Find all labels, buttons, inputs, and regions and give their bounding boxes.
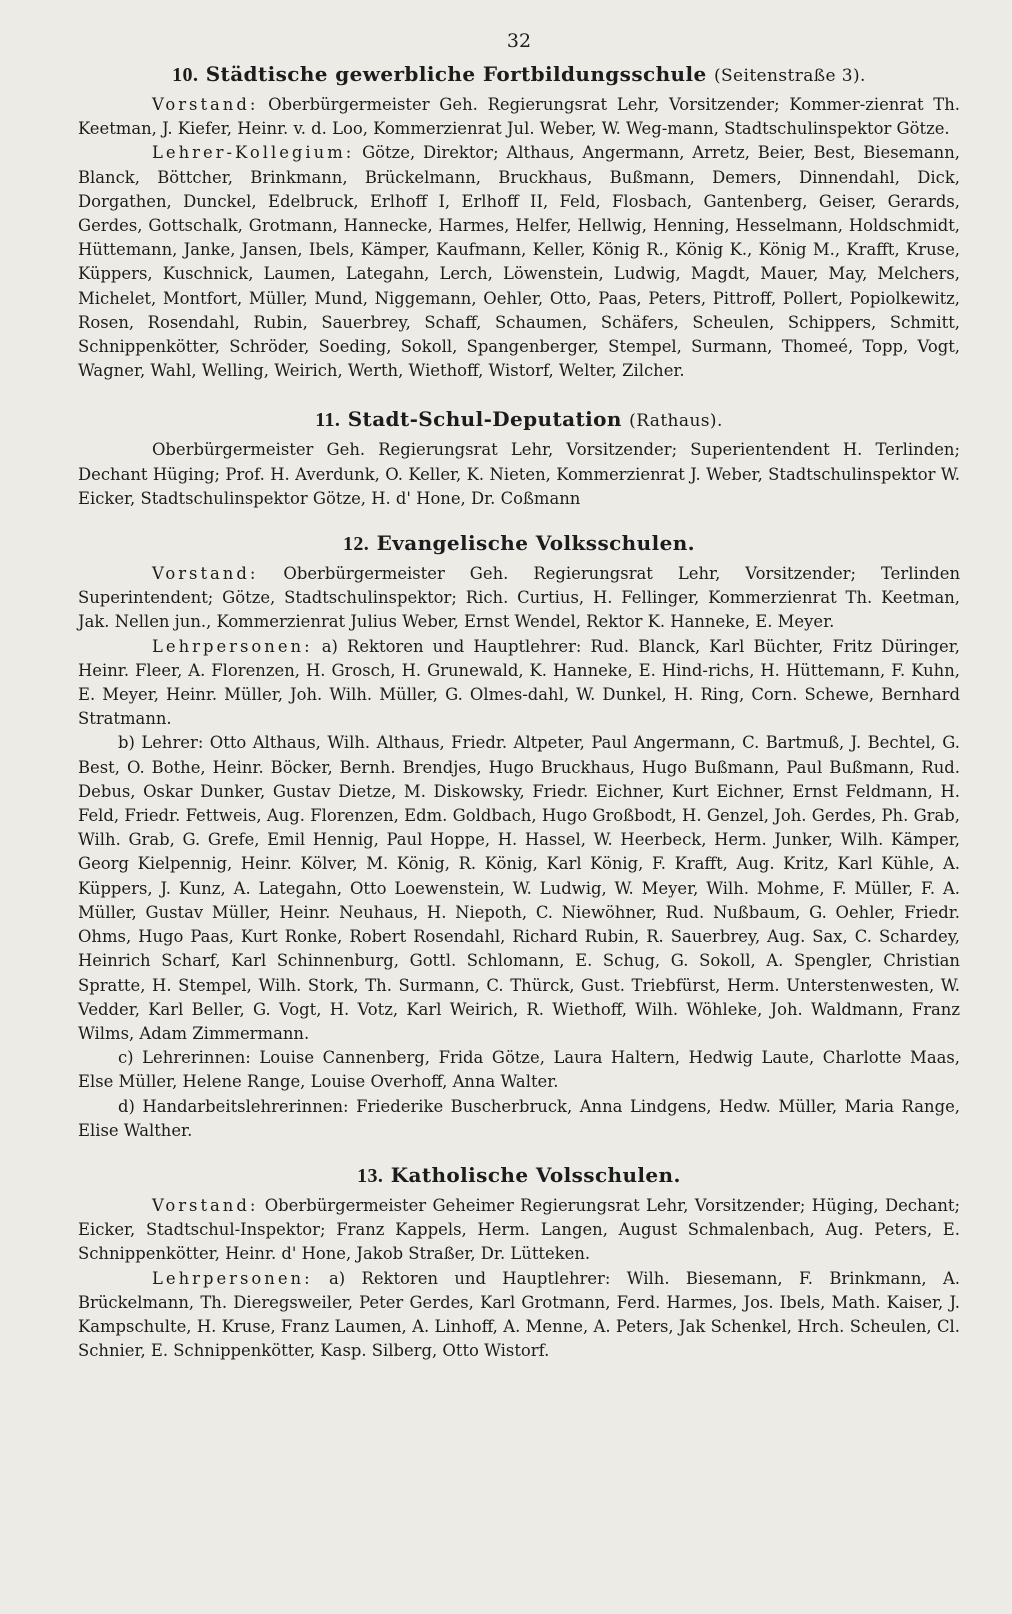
section-11-number: 11. [315, 409, 341, 432]
section-11-location: (Rathaus). [629, 411, 723, 432]
section-10-vorstand [78, 93, 960, 141]
section-13-heading: Katholische Volsschulen. [390, 1162, 681, 1187]
rektoren-text: a) Rektoren und Hauptlehrer: Wilh. Biesemann, F. Brinkmann, A. Brückelmann, Th. Dieregsweiler, Peter Gerdes, Karl Grotmann, Ferd. Harmes, Jos. Ibels, Math. Kaiser, J. Kampschulte, H. Kruse, Franz Laumen, A. Linhoff, A. Menne, A. Peters, Jak Schenkel, Hrch. Scheulen, Cl. Schnier, E. Schnippenkötter, Kasp. Silberg, Otto Wistorf. [78, 1268, 960, 1361]
kollegium-text: Götze, Direktor; Althaus, Angermann, Arretz, Beier, Best, Biesemann, Blanck, Böttcher, Brinkmann, Brückelmann, Bruckhaus, Bußmann, Demers, Dinnendahl, Dick, Dorgathen, Dunckel, Edelbruck, Erlhoff I, Erlhoff II, Feld, Flosbach, Gantenberg, Geiser, Gerards, Gerdes, Gottschalk, Grotmann, Hannecke, Harmes, Helfer, Hellwig, Henning, Hesselmann, Holdschmidt, Hüttemann, Janke, Jansen, Ibels, Kämper, Kaufmann, Keller, König R., König K., König M., Krafft, Kruse, Küppers, Kuschnick, Laumen, Lategahn, Lerch, Löwenstein, Ludwig, Magdt, Mauer, May, Melchers, Michelet, Montfort, Müller, Mund, Niggemann, Oehler, Otto, Paas, Peters, Pittroff, Pollert, Popiolkewitz, Rosen, Rosendahl, Rubin, Sauerbrey, Schaff, Schaumen, Schäfers, Scheulen, Schippers, Schmitt, Schnippenkötter, Schröder, Soeding, Sokoll, Spangenberger, Stempel, Surmann, Thomeé, Topp, Vogt, Wagner, Wahl, Welling, Weirich, Werth, Wiethoff, Wistorf, Welter, Zilcher. [78, 143, 960, 381]
section-11 [78, 407, 960, 511]
section-12-lehrer-b: b) Lehrer: Otto Althaus, Wilh. Althaus, Friedr. Altpeter, Paul Angermann, C. Bartmuß, J. Bechtel, G. Best, O. Bothe, Heinr. Böcker, Bernh. Brendjes, Hugo Bruckhaus, Hugo Bußmann, Paul Bußmann, Rud. Debus, Oskar Dunker, Gustav Dietze, M. Diskowsky, Friedr. Eichner, Kurt Eichner, Ernst Feldmann, H. Feld, Friedr. Fettweis, Aug. Florenzen, Edm. Goldbach, Hugo Großbodt, H. Genzel, Joh. Gerdes, Ph. Grab, Wilh. Grab, G. Grefe, Emil Hennig, Paul Hoppe, H. Hassel, W. Heerbeck, Herm. Junker, Wilh. Kämper, Georg Kielpennig, Heinr. Kölver, M. König, R. König, Karl König, F. Krafft, Aug. Kritz, Karl Kühle, A. Küppers, J. Kunz, A. Lategahn, Otto Loewenstein, W. Ludwig, W. Meyer, Wilh. Mohme, F. Müller, F. A. Müller, Gustav Müller, Heinr. Neuhaus, H. Niepoth, C. Niewöhner, Rud. Nußbaum, G. Oehler, Friedr. Ohms, Hugo Paas, Kurt Ronke, Robert Rosendahl, Richard Rubin, R. Sauerbrey, Aug. Sax, C. Schardey, Heinrich Scharf, Karl Schinnenburg, Gottl. Schlomann, E. Schug, G. Sokoll, A. Spengler, Christian Spratte, H. Stempel, Wilh. Stork, Th. Surmann, C. Thürck, Gust. Triebfürst, Herm. Unterstenwesten, W. Vedder, Karl Beller, G. Vogt, H. Votz, Karl Weirich, R. Wiethoff, Wilh. Wöhleke, Joh. Waldmann, Franz Wilms, Adam Zimmermann. [78, 733, 960, 1043]
section-12-heading: Evangelische Volksschulen. [376, 531, 695, 556]
lehrpersonen-label: Lehrpersonen: [152, 636, 313, 656]
lehrpersonen-label: Lehrpersonen: [152, 1268, 313, 1288]
vorstand-label: Vorstand: [152, 95, 259, 114]
section-12 [78, 531, 960, 1143]
section-12-number: 12. [343, 533, 370, 556]
section-13-title [78, 1163, 960, 1188]
section-12-handarbeit-d: d) Handarbeitslehrerinnen: Friederike Buscherbruck, Anna Lindgens, Hedw. Müller, Maria Range, Elise Walther. [78, 1096, 960, 1140]
page-number: 32 [506, 30, 532, 52]
section-10-kollegium [78, 141, 960, 383]
section-12-title [78, 531, 960, 556]
section-10-heading: Städtische gewerbliche Fortbildungsschule [205, 62, 707, 86]
vorstand-label: Vorstand: [152, 564, 259, 584]
section-13-lehrpersonen-a [78, 1267, 960, 1364]
rektoren-text: a) Rektoren und Hauptlehrer: Rud. Blanck, Karl Büchter, Fritz Düringer, Heinr. Fleer, A. Florenzen, H. Grosch, H. Grunewald, K. Hanneke, E. Hind-richs, H. Hüttemann, F. Kuhn, E. Meyer, Heinr. Müller, Joh. Wilh. Müller, G. Olmes-dahl, W. Dunkel, H. Ring, Corn. Schewe, Bernhard Stratmann. [78, 636, 960, 729]
section-12-vorstand [78, 562, 960, 635]
section-11-heading: Stadt-Schul-Deputation [347, 407, 622, 432]
vorstand-text: Oberbürgermeister Geh. Regierungsrat Lehr, Vorsitzender; Kommer-zienrat Th. Keetman, J. Kiefer, Heinr. v. d. Loo, Kommerzienrat Jul. Weber, W. Weg-mann, Stadtschulinspektor Götze. [78, 95, 960, 139]
section-10 [78, 62, 960, 383]
section-10-number: 10. [172, 64, 199, 86]
vorstand-text: Oberbürgermeister Geheimer Regierungsrat Lehr, Vorsitzender; Hüging, Dechant; Eicker, Stadtschul-Inspektor; Franz Kappels, Herm. Langen, August Schmalenbach, Aug. Peters, E. Schnippenkötter, Heinr. d' Hone, Jakob Straßer, Dr. Lütteken. [78, 1195, 960, 1264]
vorstand-label: Vorstand: [152, 1195, 259, 1215]
section-13 [78, 1163, 960, 1363]
section-12-lehrpersonen-a [78, 635, 960, 732]
section-10-title [78, 62, 960, 87]
section-11-title [78, 407, 960, 432]
kollegium-label: Lehrer-Kollegium: [152, 143, 355, 163]
section-11-text: Oberbürgermeister Geh. Regierungsrat Lehr, Vorsitzender; Superientendent H. Terlinden; Dechant Hüging; Prof. H. Averdunk, O. Keller, K. Nieten, Kommerzienrat J. Weber, Stadtschulinspektor W. Eicker, Stadtschulinspektor Götze, H. d' Hone, Dr. Coßmann [78, 440, 960, 508]
vorstand-text: Oberbürgermeister Geh. Regierungsrat Lehr, Vorsitzender; Terlinden Superintendent; Götze, Stadtschulinspektor; Rich. Curtius, H. Fellinger, Kommerzienrat Th. Keetman, Jak. Nellen jun., Kommerzienrat Julius Weber, Ernst Wendel, Rektor K. Hanneke, E. Meyer. [78, 564, 960, 632]
section-13-number: 13. [357, 1164, 384, 1187]
section-12-lehrerinnen-c: c) Lehrerinnen: Louise Cannenberg, Frida Götze, Laura Haltern, Hedwig Laute, Charlotte Maas, Else Müller, Helene Range, Louise Overhoff, Anna Walter. [78, 1048, 960, 1092]
section-10-location: (Seitenstraße 3). [713, 66, 866, 86]
section-13-vorstand [78, 1194, 960, 1267]
